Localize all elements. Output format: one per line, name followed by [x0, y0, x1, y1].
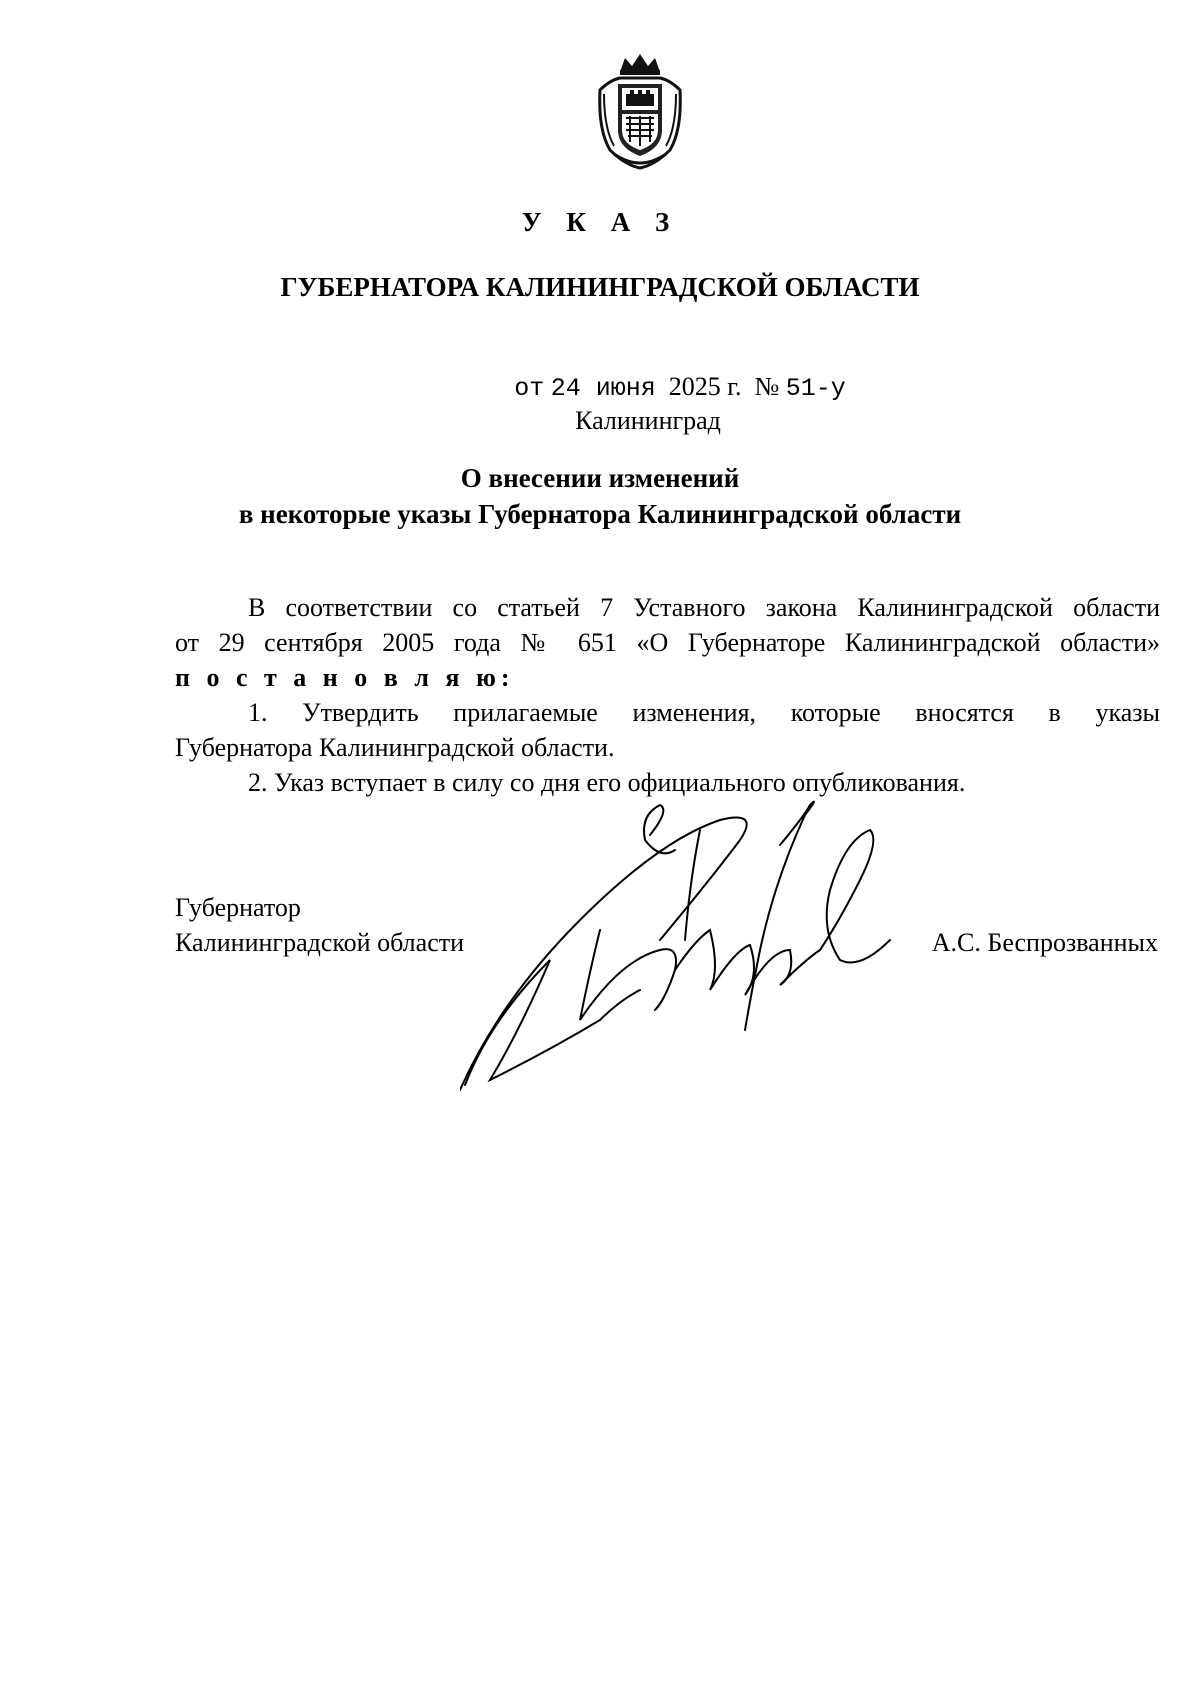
signatory-position	[175, 890, 464, 960]
handwritten-signature	[460, 800, 940, 1100]
number-sign: №	[754, 372, 780, 401]
subject-line-2: в некоторые указы Губернатора Калининградской области	[238, 499, 962, 529]
date-year: 2025 г.	[668, 372, 742, 401]
date-prefix: от	[514, 374, 545, 403]
signatory-name: А.С. Беспрозванных	[931, 928, 1158, 957]
coat-of-arms-icon	[590, 50, 690, 172]
decree-verb: п о с т а н о в л я ю:	[175, 663, 515, 692]
position-line-1: Губернатор	[175, 893, 301, 922]
document-title: У К А З	[521, 207, 679, 237]
position-line-2: Калининградской области	[175, 928, 465, 957]
preamble-line-2: от 29 сентября 2005 года № 651 «О Губернаторе Калининградской области»	[175, 628, 1160, 657]
decree-number: 51-у	[785, 374, 846, 403]
decree-body	[175, 590, 1160, 800]
decree-subject	[0, 460, 1200, 532]
date-day-month: 24 июня	[550, 374, 656, 403]
item-1-line-2: Губернатора Калининградской области.	[175, 733, 615, 762]
date-number-line	[80, 372, 1200, 403]
item-2: 2. Указ вступает в силу со дня его официального опубликования.	[248, 768, 966, 797]
subject-line-1: О внесении изменений	[460, 463, 740, 493]
item-1-line-1: 1. Утвердить прилагаемые изменения, которые вносятся в указы	[248, 698, 1160, 727]
issuer-title: ГУБЕРНАТОРА КАЛИНИНГРАДСКОЙ ОБЛАСТИ	[280, 272, 920, 302]
preamble-line-1: В соответствии со статьей 7 Уставного закона Калининградской области	[248, 593, 1160, 622]
city: Калининград	[575, 406, 721, 435]
